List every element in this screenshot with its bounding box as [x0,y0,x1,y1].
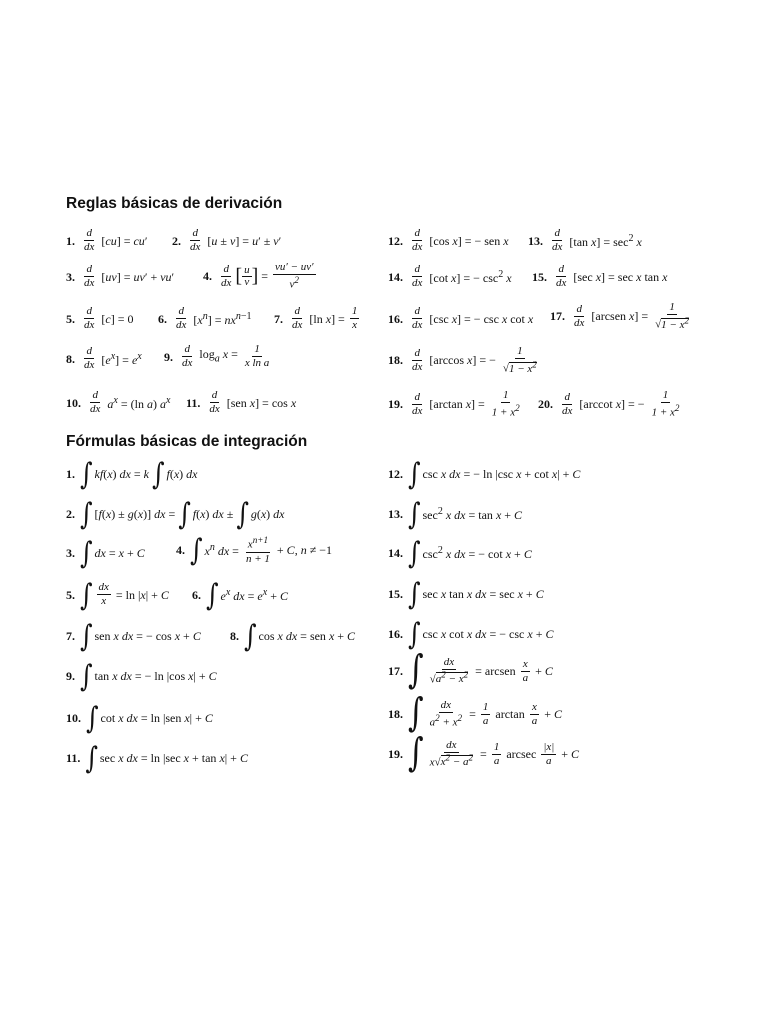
integration-rule: 7. ∫ sen x dx = − cos x + C [66,618,201,654]
derivation-rule: 7. $\frac{d}{dx}$ [ln x] = $\frac{1}{x}$ [274,305,358,331]
derivation-title: Reglas básicas de derivación [66,195,283,212]
derivation-rule: 16. $\frac{d}{dx}$ [csc x] = − csc x cot x [388,305,534,331]
derivation-rule: 5. $\frac{d}{dx}$ [c] = 0 [66,305,134,331]
integration-rule: 13. ∫ $\sec^2 x$ dx = tan x + C [388,496,523,532]
derivation-rule: 17. $\frac{d}{dx}$ [arcsen x] = $\frac{1}{√1 - x^2}$ [550,301,690,331]
derivation-rule: 8. $\frac{d}{dx}$ $[e^x] = e^x$ [66,345,142,371]
derivation-rule: 2. $\frac{d}{dx}$ [u ± v] = u′ ± v′ [172,227,282,253]
derivation-rule: 4. $\frac{d}{dx}$ [ u v ] = $\frac{vu' - uv'}{v^2}$ [203,261,314,291]
derivation-rule: 12. $\frac{d}{dx}$ [cos x] = − sen x [388,227,509,253]
integration-rule: 19. ∫ $\frac{dx}{x√x^2 - a^2}$ = $\frac{1}{a}$ arcsec $\frac{|x|}{a}$ + C [388,730,580,777]
integration-rule: 2. ∫ [f(x) ± g(x)] dx = ∫ f(x) dx ± ∫ g(x) dx [66,496,285,532]
derivation-rule: 11. $\frac{d}{dx}$ [sen x] = cos x [186,389,297,415]
integration-rule: 4. ∫ $x^n$ dx = $\frac{x^{n+1}}{n + 1}$ + C, n ≠ −1 [176,532,333,568]
derivation-rule: 13. $\frac{d}{dx}$ [tan $x] = \sec^2 x$ [528,227,642,253]
integration-rule: 10. ∫ cot x dx = ln |sen x| + C [66,700,213,736]
integration-rule: 16. ∫ csc x cot x dx = − csc x + C [388,616,554,652]
integration-rule: 17. ∫ $\frac{dx}{√a^2 - x^2}$ = arcsen $\frac{x}{a}$ + C [388,647,553,694]
integration-rule: 14. ∫ $\csc^2 x$ dx = − cot x + C [388,535,532,571]
derivation-rule: 10. $\frac{d}{dx}$ $a^x = (\ln$ a) $a^x$ [66,389,171,415]
derivation-rule: 6. $\frac{d}{dx}$ $[x^n] = nx^{n-1}$ [158,305,252,331]
integration-title: Fórmulas básicas de integración [66,433,308,450]
derivation-rule: 3. $\frac{d}{dx}$ [uv] = uv′ + vu′ [66,263,175,289]
derivation-rule: 15. $\frac{d}{dx}$ [sec x] = sec x tan x [532,263,668,289]
derivation-rule: 14. $\frac{d}{dx}$ [cot x] = − $\csc^2 x$ [388,263,512,289]
integration-rule: 15. ∫ sec x tan x dx = sec x + C [388,576,544,612]
integration-rule: 11. ∫ sec x dx = ln |sec x + tan x| + C [66,740,248,776]
derivation-rule: 19. $\frac{d}{dx}$ [arctan x] = $\frac{1}{1 + x^2}$ [388,389,520,419]
integration-rule: 12. ∫ csc x dx = − ln |csc x + cot x| + C [388,456,581,492]
derivation-rule: 18. $\frac{d}{dx}$ [arccos x] = − $\frac{1}{√1 - x^2}$ [388,345,537,375]
derivation-rule: 20. $\frac{d}{dx}$ [arccot x] = − $\frac{1}{1 + x^2}$ [538,389,680,419]
integration-rule: 8. ∫ cos x dx = sen x + C [230,618,356,654]
integration-rule: 18. ∫ $\frac{dx}{a^2 + x^2}$ = $\frac{1}{a}$ arctan $\frac{x}{a}$ + C [388,690,562,737]
derivation-rule: 1. $\frac{d}{dx}$ [cu] = cu′ [66,227,148,253]
integration-rule: 6. ∫ $e^x$ dx = $e^x + C$ [192,577,288,613]
integration-rule: 1. ∫ kf(x) dx = k ∫ f(x) dx [66,456,198,492]
integration-rule: 3. ∫ dx = x + C [66,535,145,571]
integration-rule: 5. ∫ $\frac{dx}{x}$ = ln |x| + C [66,577,169,612]
integration-rule: 9. ∫ tan x dx = − ln |cos x| + C [66,658,217,694]
derivation-rule: 9. $\frac{d}{dx}$ $\log_a x$ = $\frac{1}{\text{x ln a}}$ [164,343,270,369]
